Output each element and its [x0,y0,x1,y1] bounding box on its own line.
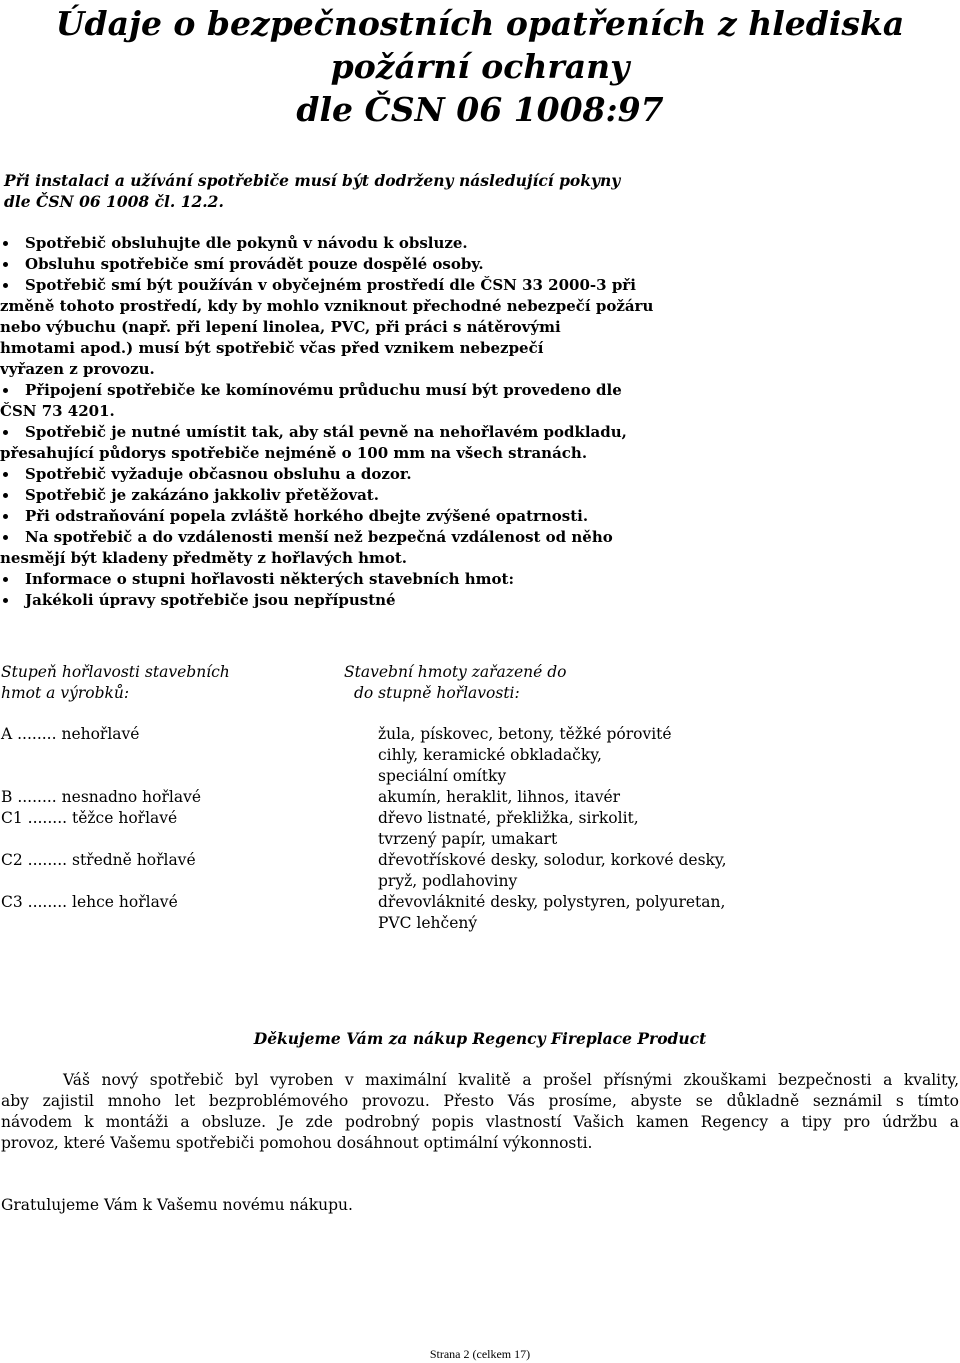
table-row [0,850,960,892]
list-item [0,275,950,380]
list-item [0,233,950,254]
column-header-line: do stupně hořlavosti: [354,684,520,702]
flammability-class: B ........ nesnadno hořlavé [1,788,202,806]
materials-cell [378,808,960,850]
list-item [0,590,950,611]
list-item-text: Jakékoli úpravy spotřebiče jsou nepřípustné [25,591,396,609]
column-header-line: Stupeň hořlavosti stavebních [1,663,230,681]
congratulations-text: Gratulujeme Vám k Vašemu novému nákupu. [1,1196,353,1214]
column-header-flammability-class [1,662,230,704]
list-item-text: Na spotřebič a do vzdálenosti menší než bezpečná vzdálenost od něho [25,528,613,546]
materials-cell [378,892,960,934]
material-line: dřevo listnaté, překližka, sirkolit, [378,809,639,827]
list-item-text: Spotřebič obsluhujte dle pokynů v návodu k obsluze. [25,234,468,252]
list-item-text: hmotami apod.) musí být spotřebič včas před vznikem nebezpečí [0,339,544,357]
list-item [0,422,950,464]
materials-cell [378,787,960,808]
intro-line: Při instalaci a užívání spotřebiče musí být dodrženy následující pokyny [4,171,621,190]
materials-cell [378,724,960,787]
list-item [0,527,950,569]
body-line: provoz, které Vašemu spotřebiči pomohou dosáhnout optimální výkonnosti. [1,1134,593,1152]
safety-instructions-list [0,233,950,611]
material-line: pryž, podlahoviny [378,872,518,890]
intro-line: dle ČSN 06 1008 čl. 12.2. [4,192,224,211]
list-item [0,569,950,590]
list-item [0,380,950,422]
material-line: dřevovláknité desky, polystyren, polyuretan, [378,893,726,911]
flammability-class: C3 ........ lehce hořlavé [1,893,178,911]
column-header-line: Stavební hmoty zařazené do [344,663,567,681]
list-item [0,254,950,275]
list-item-text: změně tohoto prostředí, kdy by mohlo vzniknout přechodné nebezpečí požáru [0,297,654,315]
list-item-text: Informace o stupni hořlavosti některých stavebních hmot: [25,570,514,588]
intro-paragraph [4,170,944,212]
flammability-class: C1 ........ těžce hořlavé [1,809,178,827]
column-header-line: hmot a výrobků: [1,684,130,702]
materials-cell [378,850,960,892]
column-header-materials [344,662,566,704]
body-line: Váš nový spotřebič byl vyroben v maximální kvalitě a prošel přísnými zkouškami bezpečnosti a kvality, [63,1071,959,1089]
list-item-text: Spotřebič smí být používán v obyčejném prostředí dle ČSN 33 2000-3 při [25,276,636,294]
list-item-text: Připojení spotřebiče ke komínovému průduchu musí být provedeno dle [25,381,622,399]
flammability-table [0,724,960,934]
list-item-text: Spotřebič vyžaduje občasnou obsluhu a dozor. [25,465,412,483]
list-item [0,506,950,527]
material-line: žula, pískovec, betony, těžké pórovité [378,725,672,743]
list-item-text: Obsluhu spotřebiče smí provádět pouze dospělé osoby. [25,255,484,273]
flammability-class: A ........ nehořlavé [1,725,140,743]
material-line: PVC lehčený [378,914,478,932]
title-line: Údaje o bezpečnostních opatřeních z hlediska [55,4,905,43]
list-item [0,464,950,485]
thank-you-heading: Děkujeme Vám za nákup Regency Fireplace Product [253,1029,707,1048]
list-item-text: nebo výbuchu (např. při lepení linolea, PVC, při práci s nátěrovými [0,318,561,336]
table-row [0,808,960,850]
material-line: tvrzený papír, umakart [378,830,558,848]
material-line: speciální omítky [378,767,507,785]
table-row [0,724,960,787]
flammability-class: C2 ........ středně hořlavé [1,851,196,869]
body-line: aby zajistil mnoho let bezproblémového provozu. Přesto Vás prosíme, abyste se důkladně seznámil s tímto [1,1092,959,1110]
list-item-text: Spotřebič je nutné umístit tak, aby stál pevně na nehořlavém podkladu, [25,423,627,441]
list-item-text: Při odstraňování popela zvláště horkého dbejte zvýšené opatrnosti. [25,507,589,525]
list-item-text: nesmějí být kladeny předměty z hořlavých hmot. [0,549,407,567]
material-line: akumín, heraklit, lihnos, itavér [378,788,621,806]
list-item-text: ČSN 73 4201. [0,402,115,420]
list-item-text: přesahující půdorys spotřebiče nejméně o 100 mm na všech stranách. [0,444,588,462]
table-row [0,892,960,934]
body-paragraph [1,1070,959,1154]
title-line: dle ČSN 06 1008:97 [296,90,664,129]
list-item-text: Spotřebič je zakázáno jakkoliv přetěžovat. [25,486,379,504]
material-line: dřevotřískové desky, solodur, korkové desky, [378,851,727,869]
material-line: cihly, keramické obkladačky, [378,746,602,764]
body-line: návodem k montáži a obsluze. Je zde podrobný popis vlastností Vašich kamen Regency a tipy pro údržbu a [1,1113,959,1131]
list-item [0,485,950,506]
page-number-footer: Strana 2 (celkem 17) [429,1347,531,1361]
page-title [0,2,960,131]
table-row [0,787,960,808]
title-line: požární ochrany [330,47,630,86]
list-item-text: vyřazen z provozu. [0,360,155,378]
